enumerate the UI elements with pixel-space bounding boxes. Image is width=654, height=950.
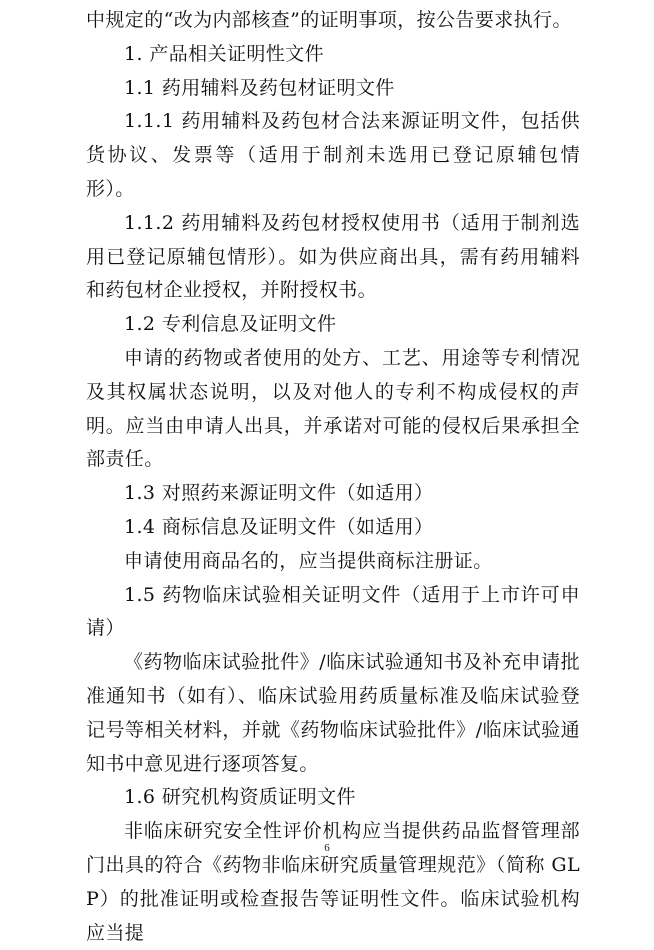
page-number: 6 — [324, 842, 330, 854]
section-heading-1-1: 1.1 药用辅料及药包材证明文件 — [124, 76, 395, 99]
paragraph-patent: 申请的药物或者使用的处方、工艺、用途等专利情况及其权属状态说明，以及对他人的专利不构成侵权的声明。应当由申请人出具，并承诺对可能的侵权后果承担全部责任。 — [86, 346, 580, 471]
section-heading-1: 1. 产品相关证明性文件 — [124, 42, 324, 65]
paragraph-trademark: 申请使用商品名的，应当提供商标注册证。 — [124, 549, 493, 572]
section-heading-1-5: 1.5 药物临床试验相关证明文件（适用于上市许可申请） — [86, 583, 580, 640]
paragraph-continuation: 中规定的“改为内部核查”的证明事项，按公告要求执行。 — [86, 9, 572, 31]
section-heading-1-3: 1.3 对照药来源证明文件（如适用） — [124, 482, 434, 505]
paragraph-1-1-1: 1.1.1 药用辅料及药包材合法来源证明文件，包括供货协议、发票等（适用于制剂未选用已登记原辅包情形）。 — [86, 110, 580, 200]
paragraph-clinical-trial: 《药物临床试验批件》/临床试验通知书及补充申请批准通知书（如有）、临床试验用药质量标准及临床试验登记号等相关材料，并就《药物临床试验批件》/临床试验通知书中意见进行逐项答复。 — [86, 651, 580, 775]
paragraph-research-institution: 非临床研究安全性评价机构应当提供药品监督管理部门出具的符合《药物非临床研究质量管理规范》（简称 GLP）的批准证明或检查报告等证明性文件。临床试验机构应当提 — [86, 820, 580, 944]
paragraph-1-1-2: 1.1.2 药用辅料及药包材授权使用书（适用于制剂选用已登记原辅包情形）。如为供应商出具，需有药用辅料和药包材企业授权，并附授权书。 — [86, 211, 580, 302]
section-heading-1-2: 1.2 专利信息及证明文件 — [124, 313, 337, 336]
section-heading-1-4: 1.4 商标信息及证明文件（如适用） — [124, 515, 434, 538]
section-heading-1-6: 1.6 研究机构资质证明文件 — [124, 786, 356, 809]
document-body — [86, 4, 580, 950]
